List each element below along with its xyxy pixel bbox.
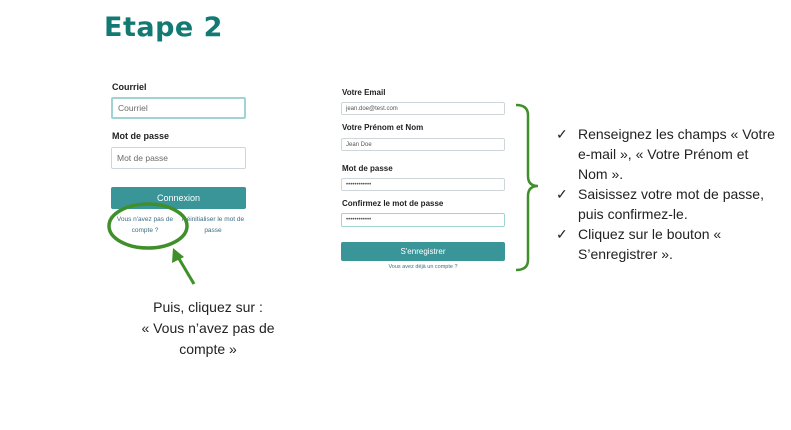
register-name-value: Jean Doe <box>346 141 372 148</box>
check-icon: ✓ <box>556 126 568 142</box>
instruction-item <box>556 124 781 184</box>
password-label: Mot de passe <box>112 131 170 141</box>
register-password-label: Mot de passe <box>342 164 393 173</box>
instruction-text: Renseignez les champs « Votre e-mail », « Votre Prénom et Nom ». <box>578 126 775 182</box>
register-email-value: jean.doe@test.com <box>346 105 398 112</box>
curly-brace <box>516 105 538 270</box>
caption-line-1: Puis, cliquez sur : <box>153 299 263 315</box>
register-confirm-label: Confirmez le mot de passe <box>342 199 444 208</box>
instruction-item <box>556 224 781 264</box>
highlight-circle <box>109 204 187 248</box>
step-title: Etape 2 <box>104 12 223 43</box>
no-account-link[interactable]: Vous n'avez pas de compte ? <box>116 216 174 234</box>
have-account-link[interactable]: Vous avez déjà un compte ? <box>388 264 458 270</box>
register-button[interactable]: S'enregistrer <box>341 242 505 261</box>
caption-line-3: compte » <box>179 341 237 357</box>
password-placeholder: Mot de passe <box>117 153 169 163</box>
register-confirm-value: •••••••••••• <box>346 217 372 223</box>
login-button[interactable]: Connexion <box>111 187 246 209</box>
pointer-arrow-head <box>172 248 184 263</box>
register-email-label: Votre Email <box>342 88 386 97</box>
pointer-arrow-shaft <box>178 257 194 284</box>
reset-password-link[interactable]: Réinitialiser le mot de passe <box>181 216 245 234</box>
email-label: Courriel <box>112 82 147 92</box>
instruction-item <box>556 184 781 224</box>
instruction-text: Saisissez votre mot de passe, puis confirmez-le. <box>578 186 764 222</box>
email-placeholder: Courriel <box>118 103 148 113</box>
register-name-label: Votre Prénom et Nom <box>342 123 424 132</box>
check-icon: ✓ <box>556 186 568 202</box>
instructions-list <box>556 124 781 264</box>
instruction-text: Cliquez sur le bouton « S’enregistrer ». <box>578 226 722 262</box>
check-icon: ✓ <box>556 226 568 242</box>
register-password-value: •••••••••••• <box>346 181 372 188</box>
caption-line-2: « Vous n’avez pas de <box>141 320 275 336</box>
caption <box>118 297 298 360</box>
